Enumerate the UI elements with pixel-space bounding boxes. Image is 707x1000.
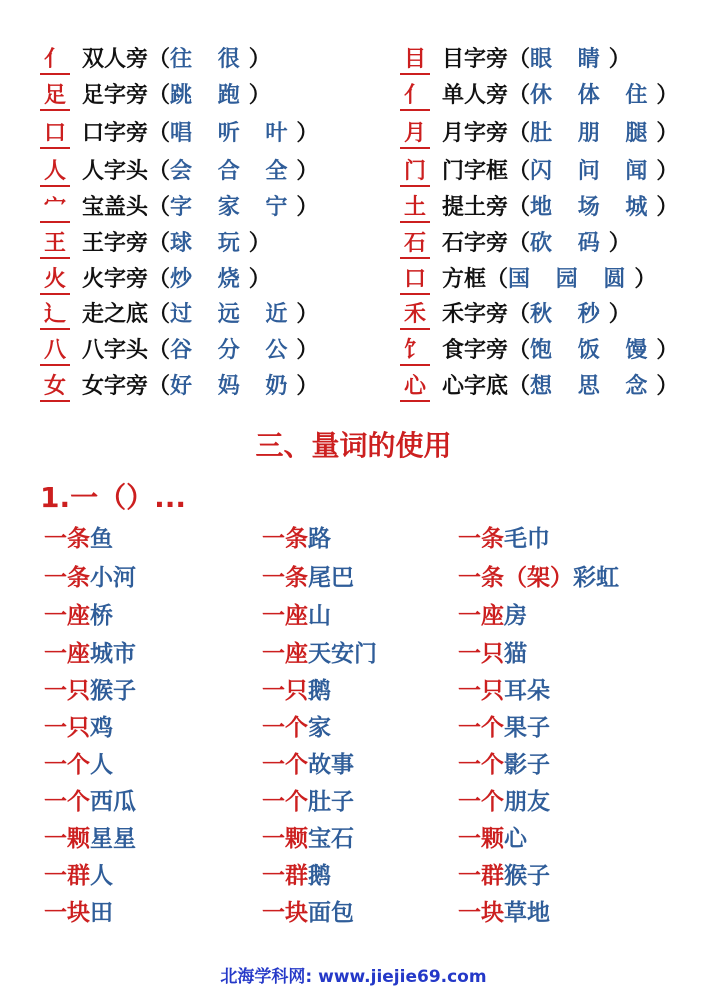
measure-word-item: [44, 599, 113, 633]
measure-noun: 朋友: [504, 788, 550, 815]
close-paren: ）: [248, 83, 271, 108]
measure-word-item: [44, 896, 113, 930]
example-chars: 跳 跑: [170, 83, 249, 108]
radical-glyph: 亻: [400, 81, 430, 111]
radical-row: [40, 190, 318, 226]
section-title: 三、量词的使用: [255, 429, 452, 462]
measure-noun: 鹅: [308, 677, 331, 704]
open-paren: （: [148, 47, 171, 72]
close-paren: ）: [608, 231, 631, 256]
radical-glyph: 饣: [400, 336, 430, 366]
radical-glyph: 火: [40, 265, 70, 295]
measure-prefix: 一个: [262, 788, 308, 815]
measure-word-item: [262, 859, 331, 893]
radical-name: 提土旁: [442, 195, 509, 220]
example-chars: 谷 分 公: [170, 338, 297, 363]
measure-prefix: 一个: [458, 788, 504, 815]
open-paren: （: [148, 159, 171, 184]
close-paren: ）: [656, 374, 679, 399]
footer-watermark: 北海学科网: www.jiejie69.com: [220, 967, 487, 987]
measure-word-item: [262, 822, 354, 856]
measure-prefix: 一群: [44, 862, 90, 889]
measure-noun: 家: [308, 714, 331, 741]
measure-noun: 猴子: [90, 677, 136, 704]
measure-noun: 猫: [504, 640, 527, 667]
example-chars: 球 玩: [170, 231, 249, 256]
measure-noun: 猴子: [504, 862, 550, 889]
measure-word-item: [262, 785, 354, 819]
close-paren: ）: [656, 338, 679, 363]
measure-noun: 果子: [504, 714, 550, 741]
radical-glyph: 亻: [40, 45, 70, 75]
radical-glyph: 宀: [40, 193, 70, 223]
radical-name: 双人旁: [82, 47, 149, 72]
open-paren: （: [508, 121, 531, 146]
radical-name: 单人旁: [442, 83, 509, 108]
measure-prefix: 一条: [44, 525, 90, 552]
measure-prefix: 一颗: [44, 825, 90, 852]
measure-noun: 人: [90, 751, 113, 778]
measure-word-item: [44, 522, 113, 556]
radical-glyph: 王: [40, 229, 70, 259]
measure-prefix: 一只: [262, 677, 308, 704]
open-paren: （: [508, 195, 531, 220]
sub-title: 1.一（）...: [40, 481, 187, 514]
measure-prefix: 一只: [44, 677, 90, 704]
measure-prefix: 一只: [458, 677, 504, 704]
measure-word-item: [458, 599, 527, 633]
open-paren: （: [148, 121, 171, 146]
measure-noun: 天安门: [308, 640, 377, 667]
close-paren: ）: [656, 195, 679, 220]
measure-prefix: 一颗: [458, 825, 504, 852]
radical-name: 火字旁: [82, 267, 149, 292]
radical-name: 方框: [442, 267, 487, 292]
measure-word-item: [262, 561, 354, 595]
example-chars: 唱 听 叶: [170, 121, 297, 146]
open-paren: （: [148, 267, 171, 292]
measure-prefix: 一座: [44, 602, 90, 629]
radical-name: 口字旁: [82, 121, 149, 146]
measure-noun: 面包: [308, 899, 354, 926]
measure-prefix: 一个: [458, 714, 504, 741]
radical-name: 八字头: [82, 338, 149, 363]
radical-row: [400, 42, 631, 78]
measure-noun: 山: [308, 602, 331, 629]
radical-row: [40, 78, 271, 114]
measure-noun: 鹅: [308, 862, 331, 889]
close-paren: ）: [296, 374, 319, 399]
measure-noun: 鱼: [90, 525, 113, 552]
radical-glyph: 目: [400, 45, 430, 75]
radical-glyph: 月: [400, 119, 430, 149]
example-chars: 国 园 圆: [508, 267, 635, 292]
radical-row: [40, 369, 318, 405]
radical-glyph: 土: [400, 193, 430, 223]
measure-prefix: 一只: [458, 640, 504, 667]
measure-noun: 人: [90, 862, 113, 889]
radical-row: [40, 333, 318, 369]
measure-noun: 鸡: [90, 714, 113, 741]
close-paren: ）: [248, 267, 271, 292]
radical-glyph: 八: [40, 336, 70, 366]
open-paren: （: [486, 267, 509, 292]
radical-glyph: 女: [40, 372, 70, 402]
radical-name: 食字旁: [442, 338, 509, 363]
radical-glyph: 心: [400, 372, 430, 402]
radical-row: [400, 190, 678, 226]
radical-glyph: 足: [40, 81, 70, 111]
radical-glyph: 石: [400, 229, 430, 259]
measure-word-item: [458, 748, 550, 782]
measure-word-item: [262, 896, 354, 930]
open-paren: （: [148, 231, 171, 256]
measure-noun: 彩虹: [573, 564, 619, 591]
example-chars: 闪 问 闻: [530, 159, 657, 184]
radical-row: [40, 116, 318, 152]
measure-noun: 城市: [90, 640, 136, 667]
measure-noun: 桥: [90, 602, 113, 629]
example-chars: 会 合 全: [170, 159, 297, 184]
measure-prefix: 一座: [262, 602, 308, 629]
measure-prefix: 一群: [262, 862, 308, 889]
open-paren: （: [508, 374, 531, 399]
measure-word-item: [262, 674, 331, 708]
close-paren: ）: [608, 302, 631, 327]
open-paren: （: [148, 195, 171, 220]
measure-prefix: 一座: [262, 640, 308, 667]
radical-row: [40, 154, 318, 190]
radical-name: 石字旁: [442, 231, 509, 256]
example-chars: 饱 饭 馒: [530, 338, 657, 363]
example-chars: 好 妈 奶: [170, 374, 297, 399]
radical-name: 宝盖头: [82, 195, 149, 220]
open-paren: （: [508, 302, 531, 327]
open-paren: （: [148, 302, 171, 327]
radical-row: [400, 369, 678, 405]
measure-prefix: 一个: [44, 788, 90, 815]
example-chars: 想 思 念: [530, 374, 657, 399]
radical-name: 心字底: [442, 374, 509, 399]
measure-prefix: 一条: [262, 564, 308, 591]
radical-glyph: 禾: [400, 300, 430, 330]
measure-word-item: [458, 822, 527, 856]
radical-glyph: 门: [400, 157, 430, 187]
measure-word-item: [458, 896, 550, 930]
measure-noun: 小河: [90, 564, 136, 591]
measure-noun: 路: [308, 525, 331, 552]
example-chars: 字 家 宁: [170, 195, 297, 220]
measure-prefix: 一个: [44, 751, 90, 778]
measure-word-item: [44, 637, 136, 671]
radical-glyph: 辶: [40, 300, 70, 330]
measure-prefix: 一条: [44, 564, 90, 591]
radical-name: 禾字旁: [442, 302, 509, 327]
measure-prefix: 一块: [262, 899, 308, 926]
measure-word-item: [262, 748, 354, 782]
measure-word-item: [44, 674, 136, 708]
example-chars: 炒 烧: [170, 267, 249, 292]
example-chars: 眼 睛: [530, 47, 609, 72]
measure-noun: 影子: [504, 751, 550, 778]
example-chars: 地 场 城: [530, 195, 657, 220]
measure-word-item: [44, 785, 136, 819]
measure-noun: 心: [504, 825, 527, 852]
radical-row: [400, 116, 678, 152]
example-chars: 肚 朋 腿: [530, 121, 657, 146]
close-paren: ）: [248, 231, 271, 256]
measure-prefix: 一块: [44, 899, 90, 926]
measure-word-item: [44, 859, 113, 893]
example-chars: 休 体 住: [530, 83, 657, 108]
measure-noun: 田: [90, 899, 113, 926]
measure-noun: 宝石: [308, 825, 354, 852]
radical-row: [40, 297, 318, 333]
radical-row: [400, 226, 631, 262]
close-paren: ）: [656, 121, 679, 146]
measure-word-item: [262, 599, 331, 633]
measure-noun: 肚子: [308, 788, 354, 815]
measure-word-item: [262, 522, 331, 556]
measure-word-item: [458, 561, 619, 595]
example-chars: 秋 秒: [530, 302, 609, 327]
measure-noun: 耳朵: [504, 677, 550, 704]
measure-word-item: [458, 674, 550, 708]
measure-word-item: [458, 859, 550, 893]
measure-prefix: 一个: [458, 751, 504, 778]
measure-word-item: [458, 785, 550, 819]
close-paren: ）: [296, 159, 319, 184]
radical-row: [400, 78, 678, 114]
open-paren: （: [508, 231, 531, 256]
radical-row: [400, 154, 678, 190]
radical-glyph: 人: [40, 157, 70, 187]
open-paren: （: [508, 83, 531, 108]
radical-name: 走之底: [82, 302, 149, 327]
example-chars: 过 远 近: [170, 302, 297, 327]
measure-noun: 星星: [90, 825, 136, 852]
measure-prefix: 一块: [458, 899, 504, 926]
measure-noun: 草地: [504, 899, 550, 926]
measure-prefix: 一只: [44, 714, 90, 741]
measure-word-item: [458, 711, 550, 745]
radical-row: [40, 226, 271, 262]
close-paren: ）: [296, 121, 319, 146]
measure-prefix: 一条: [262, 525, 308, 552]
open-paren: （: [508, 338, 531, 363]
open-paren: （: [148, 83, 171, 108]
measure-word-item: [262, 637, 377, 671]
close-paren: ）: [248, 47, 271, 72]
radical-glyph: 口: [400, 265, 430, 295]
measure-word-item: [458, 522, 550, 556]
close-paren: ）: [656, 83, 679, 108]
radical-name: 门字框: [442, 159, 509, 184]
radical-name: 王字旁: [82, 231, 149, 256]
close-paren: ）: [608, 47, 631, 72]
example-chars: 砍 码: [530, 231, 609, 256]
close-paren: ）: [296, 195, 319, 220]
radical-name: 人字头: [82, 159, 149, 184]
measure-prefix: 一座: [458, 602, 504, 629]
close-paren: ）: [656, 159, 679, 184]
measure-prefix: 一个: [262, 714, 308, 741]
radical-row: [40, 42, 271, 78]
open-paren: （: [508, 47, 531, 72]
radical-name: 足字旁: [82, 83, 149, 108]
open-paren: （: [148, 338, 171, 363]
radical-row: [400, 333, 678, 369]
measure-noun: 房: [504, 602, 527, 629]
measure-word-item: [44, 711, 113, 745]
measure-prefix: 一群: [458, 862, 504, 889]
radical-row: [400, 297, 631, 333]
open-paren: （: [148, 374, 171, 399]
measure-word-item: [44, 748, 113, 782]
close-paren: ）: [634, 267, 657, 292]
open-paren: （: [508, 159, 531, 184]
measure-prefix: 一条: [458, 525, 504, 552]
measure-word-item: [262, 711, 331, 745]
close-paren: ）: [296, 302, 319, 327]
measure-noun: 故事: [308, 751, 354, 778]
measure-word-item: [44, 822, 136, 856]
measure-noun: 尾巴: [308, 564, 354, 591]
measure-word-item: [458, 637, 527, 671]
example-chars: 往 很: [170, 47, 249, 72]
radical-name: 女字旁: [82, 374, 149, 399]
radical-row: [400, 262, 656, 298]
measure-prefix: 一个: [262, 751, 308, 778]
measure-prefix: 一条（架）: [458, 564, 573, 591]
radical-glyph: 口: [40, 119, 70, 149]
measure-prefix: 一座: [44, 640, 90, 667]
measure-noun: 西瓜: [90, 788, 136, 815]
radical-name: 目字旁: [442, 47, 509, 72]
measure-noun: 毛巾: [504, 525, 550, 552]
radical-name: 月字旁: [442, 121, 509, 146]
close-paren: ）: [296, 338, 319, 363]
measure-prefix: 一颗: [262, 825, 308, 852]
measure-word-item: [44, 561, 136, 595]
radical-row: [40, 262, 271, 298]
